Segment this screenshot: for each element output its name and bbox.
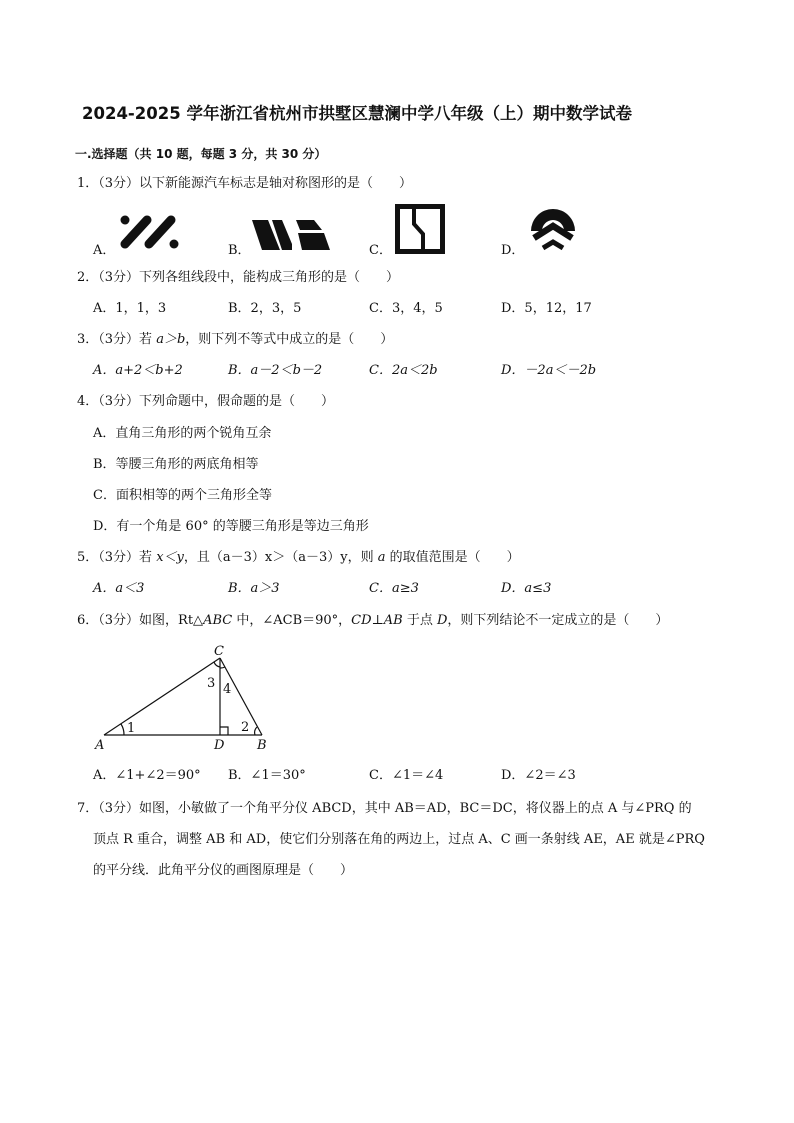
angle-2-arc: [255, 727, 257, 735]
label-angle-3: 3: [207, 676, 216, 691]
q2-option-c: C．3，4，5: [369, 301, 443, 316]
section-heading: 一.选择题（共 10 题，每题 3 分，共 30 分）: [75, 147, 327, 161]
q4-option-d: D．有一个角是 60° 的等腰三角形是等边三角形: [93, 519, 369, 534]
question-2-stem: 2．（3分）下列各组线段中，能构成三角形的是（ ）: [77, 270, 400, 285]
angle-3-arc: [214, 662, 220, 667]
question-1-stem: 1．（3分）以下新能源汽车标志是轴对称图形的是（ ）: [77, 176, 413, 191]
q4-option-a: A．直角三角形的两个锐角互余: [93, 426, 272, 441]
question-7-line-3: 的平分线．此角平分仪的画图原理是（ ）: [93, 863, 354, 878]
question-4-stem: 4．（3分）下列命题中，假命题的是（ ）: [77, 394, 335, 409]
stacked-blocks-logo-icon: [252, 218, 332, 252]
angle-1-arc: [121, 724, 124, 735]
q4-option-c: C．面积相等的两个三角形全等: [93, 488, 272, 503]
q1-option-c: C．: [369, 243, 392, 258]
label-b: B: [257, 738, 267, 753]
angle-4-arc: [220, 667, 225, 668]
question-3-stem: 3．（3分）若 a＞b，则下列不等式中成立的是（ ）: [77, 332, 394, 347]
square-bent-line-logo-icon: [395, 204, 445, 254]
q5-option-a: A．a＜3: [93, 581, 145, 596]
q5-option-c: C．a≥3: [369, 581, 419, 596]
q1-option-a: A．: [93, 243, 116, 258]
q3-option-c: C．2a＜2b: [369, 363, 438, 378]
q6-option-d: D．∠2＝∠3: [501, 768, 576, 783]
q3-option-a: A．a+2＜b+2: [93, 363, 183, 378]
side-ac: [104, 658, 220, 735]
q2-option-d: D．5，12，17: [501, 301, 592, 316]
q4-option-b: B．等腰三角形的两底角相等: [93, 457, 259, 472]
page-title: 2024-2025 学年浙江省杭州市拱墅区慧澜中学八年级（上）期中数学试卷: [82, 104, 632, 123]
q1-option-d: D．: [501, 243, 525, 258]
q5-option-d: D．a≤3: [501, 581, 552, 596]
q5-option-b: B．a＞3: [228, 581, 280, 596]
label-angle-4: 4: [223, 682, 232, 697]
q1-option-b: B．: [228, 243, 251, 258]
q2-option-a: A．1，1，3: [93, 301, 167, 316]
q2-option-b: B．2，3，5: [228, 301, 302, 316]
right-angle-mark: [220, 727, 228, 735]
q6-option-a: A．∠1+∠2＝90°: [93, 768, 201, 783]
q6-option-c: C．∠1＝∠4: [369, 768, 444, 783]
right-triangle-figure: [90, 640, 280, 755]
label-angle-1: 1: [127, 721, 136, 736]
label-angle-2: 2: [241, 720, 250, 735]
question-7-line-1: 7．（3分）如图，小敏做了一个角平分仪 ABCD，其中 AB＝AD，BC＝DC，将仪器上的点 A 与∠PRQ 的: [77, 801, 692, 816]
label-c: C: [214, 644, 224, 659]
question-7-line-2: 顶点 R 重合，调整 AB 和 AD，使它们分别落在角的两边上，过点 A、C 画一条射线 AE，AE 就是∠PRQ: [93, 832, 705, 847]
q3-option-b: B．a－2＜b－2: [228, 363, 323, 378]
arch-chevron-logo-icon: [527, 204, 579, 252]
question-5-stem: 5．（3分）若 x＜y，且（a－3）x＞（a－3）y，则 a 的取值范围是（ ）: [77, 550, 520, 565]
q3-option-d: D．－2a＜－2b: [501, 363, 597, 378]
q6-option-b: B．∠1＝30°: [228, 768, 306, 783]
label-d: D: [214, 738, 225, 753]
label-a: A: [95, 738, 105, 753]
question-6-stem: 6．（3分）如图，Rt△ABC 中，∠ACB＝90°，CD⊥AB 于点 D，则下列结论不一定成立的是（ ）: [77, 613, 669, 628]
double-slash-logo-icon: [117, 212, 183, 252]
